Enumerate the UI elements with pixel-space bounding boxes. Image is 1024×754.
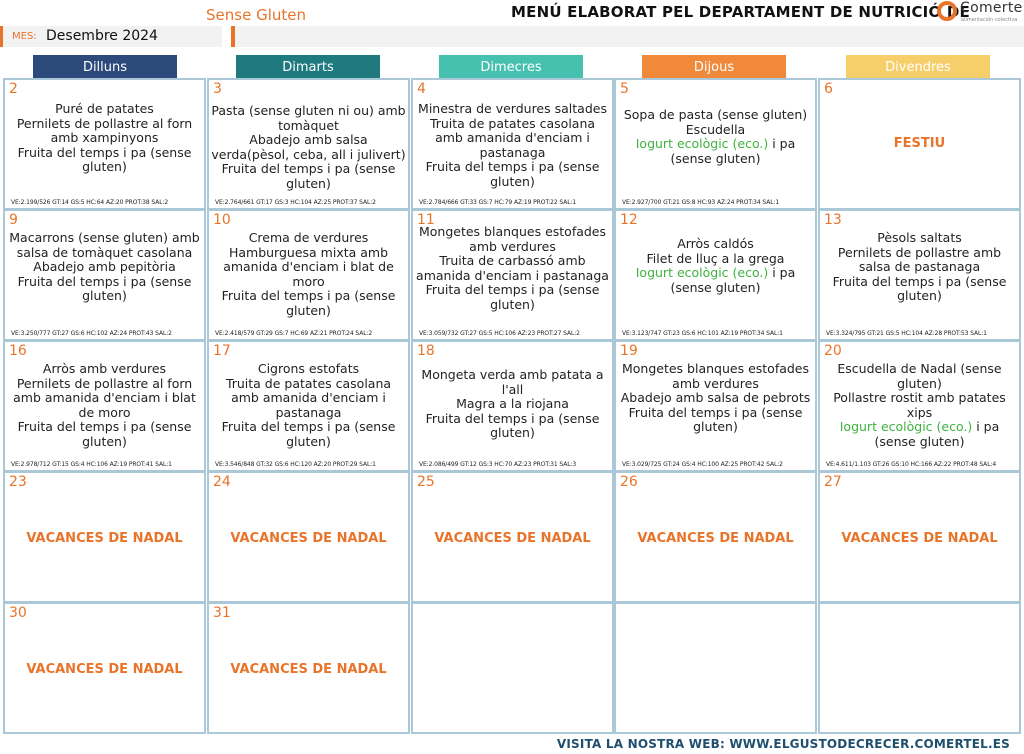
day-cell [207,471,410,603]
month-value: Desembre 2024 [46,28,158,44]
dish-text: Pèsols saltats [877,230,962,245]
dish-text: Cigrons estofats [257,361,360,376]
dish-line [618,391,813,406]
dish-line [7,377,202,421]
dish-text: Fruita del temps i pa (sense gluten) [425,410,600,441]
dish-text: Pernilets de pollastre amb salsa de pastanaga [837,244,1002,275]
dish-text: Pernilets de pollastre al forn amb amanida d'enciam i blat de moro [13,375,196,420]
day-menu [618,362,813,435]
nutrition-info: VE:3.546/848 GT:32 GS:6 HC:120 AZ:20 PROT:29 SAL:1 [215,461,376,468]
day-number: 20 [824,343,842,359]
dish-line [822,275,1017,304]
dish-text: Fruita del temps i pa (sense gluten) [221,419,396,449]
dish-text: Pollastre rostit amb patates xips [833,390,1006,420]
dish-line [415,102,610,117]
dish-text: Crema de verdures [248,230,369,245]
dish-text: Fruita del temps i pa (sense gluten) [628,404,803,435]
day-cell [411,602,614,734]
day-cell [411,78,614,210]
dish-line [415,397,610,412]
dish-text: Abadejo amb pepitòria [33,259,176,275]
nutrition-info: VE:2.418/579 GT:29 GS:7 HC:69 AZ:21 PROT:24 SAL:2 [215,330,373,337]
dish-text: i pa (sense gluten) [874,419,1000,449]
dish-text: i pa (sense gluten) [670,265,796,295]
dish-line [618,123,813,138]
nutrition-info: VE:2.927/700 GT:21 GS:8 HC:93 AZ:24 PROT:34 SAL:1 [622,199,780,206]
dish-text: Sopa de pasta (sense gluten) [623,107,808,122]
dish-text: Fruita del temps i pa (sense gluten) [832,273,1007,304]
dish-line [211,104,406,133]
day-cell [207,209,410,341]
day-number: 16 [9,343,27,359]
day-cell [3,471,206,603]
dish-line [7,275,202,304]
day-menu [618,108,813,166]
eco-yogurt-label: Iogurt ecològic (eco.) [839,419,973,435]
day-number: 27 [824,474,842,490]
nutrition-info: VE:2.764/661 GT:17 GS:3 HC:104 AZ:25 PROT:37 SAL:2 [215,199,376,206]
dish-line [822,246,1017,275]
vacation-label: VACANCES DE NADAL [230,531,387,546]
dish-line [7,231,202,260]
eco-yogurt-label: Iogurt ecològic (eco.) [635,136,769,152]
vacation-label: VACANCES DE NADAL [434,531,591,546]
dish-line [415,117,610,161]
menu-type-title: Sense Gluten [206,6,306,24]
day-number: 26 [620,474,638,490]
day-cell [411,471,614,603]
nutrition-info: VE:3.059/732 GT:27 GS:5 HC:106 AZ:23 PROT:27 SAL:2 [419,330,580,337]
day-cell [614,471,817,603]
day-number: 23 [9,474,27,490]
day-menu [618,237,813,295]
dish-line [211,362,406,377]
day-cell [818,340,1021,472]
day-number: 13 [824,212,842,228]
dish-line [211,420,406,449]
eco-yogurt-label: Iogurt ecològic (eco.) [635,265,769,281]
dish-text: Fruita del temps i pa (sense gluten) [17,419,192,449]
day-number: 31 [213,605,231,621]
day-cell [614,209,817,341]
month-bar [0,26,222,47]
nutrition-info: VE:2.784/666 GT:33 GS:7 HC:79 AZ:19 PROT:22 SAL:1 [419,199,577,206]
dish-line [211,133,406,162]
department-title: MENÚ ELABORAT PEL DEPARTAMENT DE NUTRICIÓ DE [511,3,970,21]
dish-line [415,412,610,441]
day-number: 30 [9,605,27,621]
dish-text: Magra a la riojana [456,396,569,412]
dish-text: Escudella de Nadal (sense gluten) [837,361,1002,391]
dish-text: Minestra de verdures saltades [418,101,607,116]
dish-line [618,237,813,252]
day-menu [211,231,406,319]
dish-text: Fruita del temps i pa (sense gluten) [425,159,600,189]
day-menu [7,102,202,175]
nutrition-info: VE:2.199/526 GT:14 GS:5 HC:64 AZ:20 PROT:38 SAL:2 [11,199,169,206]
day-cell [614,78,817,210]
day-menu [415,225,610,313]
dish-line [415,254,610,283]
day-header-dimarts: Dimarts [236,55,380,79]
dish-line [415,283,610,312]
dish-line [7,260,202,275]
dish-text: Abadejo amb salsa verda(pèsol, ceba, all i julivert) [211,132,406,162]
nutrition-info: VE:4.611/1.103 GT:26 GS:10 HC:166 AZ:22 PROT:48 SAL:4 [826,461,997,468]
day-number: 10 [213,212,231,228]
logo-subtext: alimentación colectiva [961,17,1018,23]
day-cell [207,340,410,472]
dish-text: Truita de carbassó amb amanida d'enciam i pastanaga [416,253,609,283]
day-cell [818,602,1021,734]
day-menu [822,362,1017,450]
vacation-label: VACANCES DE NADAL [26,531,183,546]
dish-line [7,146,202,175]
day-number: 25 [417,474,435,490]
vacation-label: VACANCES DE NADAL [230,662,387,677]
day-header-dimecres: Dimecres [439,55,583,79]
day-menu [415,102,610,190]
day-cell [818,78,1021,210]
day-menu [415,368,610,441]
day-header-divendres: Divendres [846,55,990,79]
dish-text: Escudella [685,121,746,137]
day-header-dijous: Dijous [642,55,786,79]
dish-line [822,391,1017,420]
day-cell [3,602,206,734]
day-cell [818,471,1021,603]
dish-text: i pa (sense gluten) [670,136,796,166]
day-cell [3,340,206,472]
nutrition-info: VE:3.250/777 GT:27 GS:6 HC:102 AZ:24 PROT:43 SAL:2 [11,330,172,337]
dish-text: Mongetes blanques estofades amb verdures [418,224,607,254]
dish-line [211,231,406,246]
dish-line [618,362,813,391]
day-menu [211,104,406,192]
nutrition-info: VE:3.029/725 GT:24 GS:4 HC:100 AZ:25 PROT:42 SAL:2 [622,461,783,468]
dish-line [618,137,813,166]
header-right-bar [231,26,1024,47]
day-cell [207,78,410,210]
day-number: 18 [417,343,435,359]
day-number: 5 [620,81,629,97]
dish-line [415,160,610,189]
website-footer[interactable]: VISITA LA NOSTRA WEB: WWW.ELGUSTODECRECER.COMERTEL.ES [556,737,1010,751]
day-menu [822,231,1017,304]
dish-text: Hamburguesa mixta amb amanida d'enciam i blat de moro [223,244,394,289]
dish-text: Truita de patates casolana amb amanida d'enciam i pastanaga [225,375,392,420]
day-cell [818,209,1021,341]
dish-line [822,420,1017,449]
dish-text: Arròs amb verdures [42,361,167,376]
vacation-label: VACANCES DE NADAL [841,531,998,546]
dish-line [415,225,610,254]
day-cell [411,340,614,472]
day-number: 4 [417,81,426,97]
day-menu [7,231,202,304]
day-number: 11 [417,212,435,228]
dish-line [211,289,406,318]
logo-circle-icon [937,1,957,21]
logo-text: Comerte [960,0,1023,16]
dish-text: Mongeta verda amb patata a l'all [421,367,604,397]
dish-text: Fruita del temps i pa (sense gluten) [221,161,396,191]
dish-text: Abadejo amb salsa de pebrots [620,390,811,406]
dish-line [618,252,813,267]
dish-text: Fruita del temps i pa (sense gluten) [425,282,600,312]
dish-text: Filet de lluç a la grega [646,250,785,266]
holiday-label: FESTIU [893,136,946,151]
day-menu [211,362,406,450]
day-cell [207,602,410,734]
dish-line [211,377,406,421]
dish-line [618,108,813,123]
dish-text: Pernilets de pollastre al forn amb xampinyons [16,115,193,146]
day-cell [3,209,206,341]
dish-text: Puré de patates [55,101,154,116]
dish-line [618,266,813,295]
day-cell [614,340,817,472]
dish-line [211,162,406,191]
dish-line [822,231,1017,246]
nutrition-info: VE:2.978/712 GT:15 GS:4 HC:106 AZ:19 PROT:41 SAL:1 [11,461,172,468]
comertel-logo [937,0,1024,26]
dish-line [822,362,1017,391]
day-number: 12 [620,212,638,228]
day-number: 2 [9,81,18,97]
nutrition-info: VE:2.086/499 GT:12 GS:3 HC:70 AZ:23 PROT:31 SAL:3 [419,461,577,468]
dish-line [7,420,202,449]
dish-line [7,362,202,377]
day-menu [7,362,202,450]
dish-text: Fruita del temps i pa (sense gluten) [17,273,192,304]
nutrition-info: VE:3.324/795 GT:21 GS:5 HC:104 AZ:28 PROT:53 SAL:1 [826,330,987,337]
vacation-label: VACANCES DE NADAL [26,662,183,677]
day-number: 6 [824,81,833,97]
dish-line [618,406,813,435]
dish-line [415,368,610,397]
dish-line [7,102,202,117]
dish-text: Macarrons (sense gluten) amb salsa de tomàquet casolana [9,230,200,260]
dish-text: Pasta (sense gluten ni ou) amb tomàquet [211,103,406,133]
dish-line [7,117,202,146]
day-number: 17 [213,343,231,359]
day-number: 3 [213,81,222,97]
day-number: 24 [213,474,231,490]
month-label: MES: [12,31,37,42]
dish-line [211,246,406,290]
dish-text: Fruita del temps i pa (sense gluten) [221,288,396,318]
dish-text: Arròs caldós [677,236,754,251]
dish-text: Fruita del temps i pa (sense gluten) [17,144,192,175]
vacation-label: VACANCES DE NADAL [637,531,794,546]
dish-text: Mongetes blanques estofades amb verdures [621,361,810,391]
day-number: 19 [620,343,638,359]
nutrition-info: VE:3.123/747 GT:23 GS:6 HC:101 AZ:19 PROT:34 SAL:1 [622,330,783,337]
dish-text: Truita de patates casolana amb amanida d'enciam i pastanaga [429,115,596,160]
day-number: 9 [9,212,18,228]
day-header-dilluns: Dilluns [33,55,177,79]
day-cell [411,209,614,341]
day-cell [3,78,206,210]
day-cell [614,602,817,734]
